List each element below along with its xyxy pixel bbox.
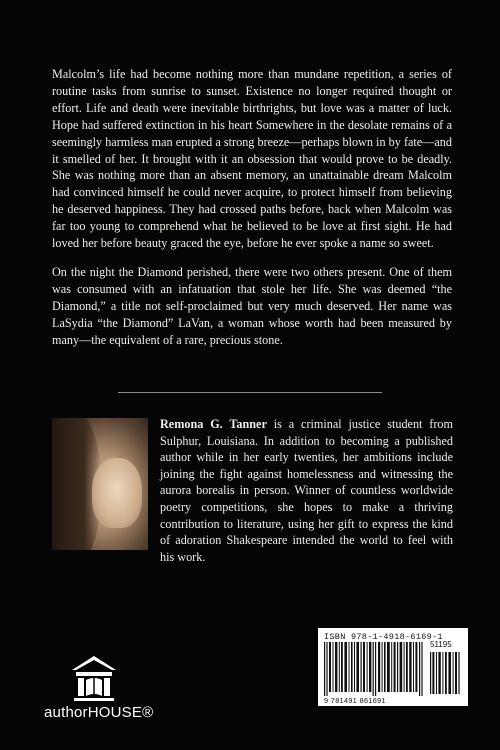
price-barcode-bars: [430, 652, 460, 694]
isbn-barcode: [318, 628, 468, 706]
author-bio-text: is a criminal justice student from Sulphur, Louisiana. In addition to becoming a published author while in her early twenties, her ambitions include joining the fight against homelessness and witnessing the aurora borealis in person. Winner of countless worldwide poetry competitions, she hopes to make a thriving contribution to literature, using her gift to express the kind of adoration Shakespeare intended the world to feel with his work.: [160, 417, 453, 564]
blurb-paragraph-1: Malcolm’s life had become nothing more than mundane repetition, a series of routine tasks from sunrise to sunset. Existence no longer required thought or effort. Life and death were inevitable birthrights, but love was a matter of luck. Hope had suffered extinction in his heart Somewhere in the desolate remains of a seemingly harmless man erupted a strong breeze—perhaps blown in by fate—and it smelled of her. It brought with it an obsession that would prove to be deadly. She was nothing more than an absent memory, an unattainable dream Malcolm had convinced himself he could never acquire, to protect himself from believing he deserved happiness. They had crossed paths before, back when Malcolm was far too young to comprehend what he believed to be love at first sight. He had loved her before beauty graced the eye, before he ever spoke a name so sweet.: [52, 67, 452, 251]
publisher-logo: [44, 654, 154, 721]
book-blurb: [52, 66, 452, 361]
publisher-name: authorHOUSE®: [44, 704, 154, 721]
isbn-number: ISBN 978-1-4918-6169-1: [324, 632, 443, 642]
house-book-icon: [68, 654, 120, 702]
blurb-paragraph-2: On the night the Diamond perished, there were two others present. One of them was consumed with an infatuation that stole her life. She was deemed “the Diamond,” a title not self-proclaimed but very much deserved. Her name was LaSydia “the Diamond” LaVan, a woman whose worth had been measured by many—the equivalent of a rare, precious stone.: [52, 264, 452, 347]
ean-barcode-bars: [324, 642, 426, 696]
price-code: 51195: [430, 640, 452, 649]
author-name: Remona G. Tanner: [160, 417, 267, 431]
author-bio: [160, 416, 453, 565]
section-divider: [118, 392, 382, 393]
author-photo: [52, 418, 148, 550]
ean-digits: 9 781491 861691: [324, 696, 386, 705]
